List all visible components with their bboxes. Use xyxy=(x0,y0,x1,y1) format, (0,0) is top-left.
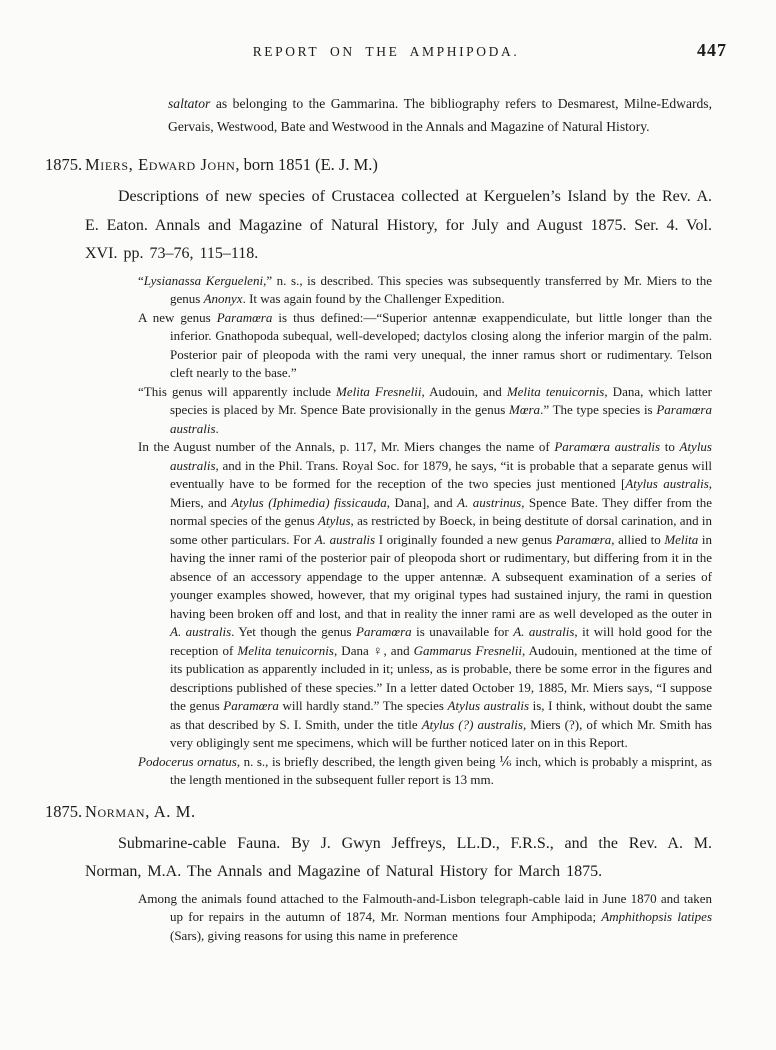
smallcaps-run: Norman, A. M. xyxy=(85,801,196,821)
italic-run: Anonyx xyxy=(203,291,243,306)
text-run: Descriptions of new species of Crustacea collected at Kerguelen’s Island by the Rev. A. E. Eaton. Annals and Magazine of Natural History, for July and August 1875. Ser. 4. Vol. XVI. pp. 73–76, 115–118. xyxy=(85,188,712,262)
annotation-paragraph xyxy=(138,383,712,439)
italic-run: Melita tenuicornis xyxy=(506,383,605,399)
text-run: , allied to xyxy=(611,531,665,547)
italic-run: A. australis xyxy=(170,624,232,639)
annotation-block xyxy=(138,272,712,790)
annotation-paragraph xyxy=(138,753,712,790)
annotation-block xyxy=(138,890,712,946)
italic-run: Gammarus Fresnelii xyxy=(413,642,523,658)
italic-run: Paramœra xyxy=(555,531,612,547)
italic-run: Lysianassa Kergueleni xyxy=(143,272,264,288)
smallcaps-run: Miers, Edward John xyxy=(85,155,236,174)
italic-run: Melita Fresnelii xyxy=(336,383,422,399)
italic-run: Atylus (Iphimedia) fissicauda xyxy=(231,494,387,510)
report-title: REPORT ON THE AMPHIPODA. xyxy=(252,44,520,59)
italic-run: saltator xyxy=(168,96,211,111)
italic-run: Paramœra australis xyxy=(170,402,712,436)
italic-run: Podocerus ornatus xyxy=(138,753,237,769)
italic-run: Paramœra xyxy=(356,624,412,639)
italic-run: Atylus australis xyxy=(170,439,712,473)
text-run: A new genus xyxy=(138,309,217,325)
text-run: . It was again found by the Challenger Expedition. xyxy=(242,291,505,306)
text-run: , Spence Bate. They differ from the normal species of the genus xyxy=(170,494,713,528)
entry-norman xyxy=(0,800,776,946)
entry-name xyxy=(85,802,196,821)
entry-year: 1875. xyxy=(45,155,83,174)
text-run: “This genus will apparently include xyxy=(138,383,336,399)
text-run: is, I think, without doubt the same as that described by S. I. Smith, under the title xyxy=(170,698,712,732)
text-run: .” The type species is xyxy=(540,402,657,417)
annotation-paragraph xyxy=(138,890,712,946)
italic-run: Atylus xyxy=(447,698,481,713)
text-run: ,” n. s., is described. This species was subsequently transferred by Mr. Miers to the genus xyxy=(170,272,712,306)
entry-heading xyxy=(45,800,712,824)
text-run: , n. s., is briefly described, the length given being ⅙ inch, which is probably a misprint, as the length mentioned in the subsequent fuller report is 13 mm. xyxy=(170,753,712,787)
italic-run: Atylus xyxy=(318,513,351,528)
text-run: , as restricted by Boeck, in being destitute of dorsal carination, and in some other particulars. For xyxy=(170,513,713,547)
italic-run: Amphithopsis latipes xyxy=(601,909,712,924)
italic-run: australis xyxy=(614,439,661,454)
italic-run: australis xyxy=(483,698,530,713)
running-header xyxy=(85,40,727,66)
text-run: will hardly stand.” The species xyxy=(278,698,448,713)
text-run: , Dana ♀, and xyxy=(333,642,414,658)
text-run: in having the inner rami of the posterior pair of pleopoda short or rudimentary, but differing from it in the absence of an accessory appendage to the upper antennæ. A subsequent examination of a series of younger examples showed, however, that my original types had sustained injury, the rami in question having been broken off and lost, and that in reality the inner rami are as well developed as the outer in xyxy=(170,531,712,621)
entry-year: 1875. xyxy=(45,801,83,821)
entry-miers xyxy=(0,153,776,790)
text-run: I originally founded a new genus xyxy=(375,531,556,547)
entry-name xyxy=(85,155,378,174)
text-run: Submarine-cable Fauna. By J. Gwyn Jeffreys, LL.D., F.R.S., and the Rev. A. M. Norman, M.A. The Annals and Magazine of Natural History for March 1875. xyxy=(85,834,712,880)
text-run: . xyxy=(215,420,219,436)
italic-run: Paramœra xyxy=(216,309,273,325)
text-run: Among the animals found attached to the Falmouth-and-Lisbon telegraph-cable laid in June 1870 and taken up for repairs in the autumn of 1874, Mr. Norman mentions four Amphipoda; xyxy=(138,890,712,924)
citation xyxy=(85,830,712,887)
italic-run: Paramœra xyxy=(223,698,279,713)
text-run: , it will hold good for the reception of xyxy=(170,624,712,658)
text-run: In the August number of the Annals, p. 117, Mr. Miers changes the name of xyxy=(138,439,555,454)
italic-run: Atylus australis xyxy=(625,476,709,491)
text-run: , Audouin, mentioned at the time of its publication as apparently included in it; unless, as is probable, there be some error in the figures and descriptions published of these species.” In a letter dated October 19, 1885, Mr. Miers says, “I suppose the genus xyxy=(170,642,712,713)
annotation-paragraph xyxy=(138,272,712,309)
annotation-paragraph xyxy=(138,309,712,383)
italic-run: Atylus (?) australis xyxy=(421,716,523,732)
text-run: is unavailable for xyxy=(411,624,514,639)
text-run: , Miers (?), of which Mr. Smith has very obligingly sent me specimens, which will be further noticed later on in this Report. xyxy=(170,716,712,750)
text-run: , Audouin, and xyxy=(421,383,507,399)
text-run: is thus defined:—“Superior antennæ exappendiculate, but little longer than the inferior. Gnathopoda subequal, well-developed; dactylos closing along the inferior margin of the palm. Posterior pair of pleopoda with the rami very unequal, the inner ramus short or rudimentary. Telson cleft nearly to the base.” xyxy=(170,309,712,380)
text-run: as belonging to the Gammarina. The bibliography refers to Desmarest, Milne-Edwards, Gervais, Westwood, Bate and Westwood in the Annals and Magazine of Natural History. xyxy=(168,96,712,134)
text-run: (Sars), giving reasons for using this name in preference xyxy=(170,927,458,943)
italic-run: Melita tenuicornis xyxy=(237,642,334,658)
italic-run: Paramœra xyxy=(554,439,610,454)
text-run: , and in the Phil. Trans. Royal Soc. for 1879, he says, “it is probable that a separate genus will eventually have to be formed for the reception of the two species just mentioned [ xyxy=(170,457,712,491)
italic-run: A. australis xyxy=(314,531,376,547)
italic-run: A. australis xyxy=(513,624,575,639)
annotation-paragraph xyxy=(138,438,712,753)
text-run: . Yet though the genus xyxy=(231,624,357,639)
entry-heading xyxy=(45,153,712,177)
text-run: , born 1851 (E. J. M.) xyxy=(235,155,378,174)
text-run: , Miers, and xyxy=(170,476,712,510)
italic-run: A. austrinus xyxy=(457,494,522,510)
page-number: 447 xyxy=(697,40,727,60)
intro-continuation-paragraph xyxy=(168,93,712,138)
citation xyxy=(85,183,712,269)
text-run: to xyxy=(660,439,680,454)
text-run: “ xyxy=(138,272,144,288)
text-run: , Dana], and xyxy=(386,494,458,510)
text-run: , Dana, which latter species is placed by Mr. Spence Bate provisionally in the genus xyxy=(170,383,713,417)
italic-run: Melita xyxy=(664,531,699,547)
italic-run: Mœra xyxy=(509,402,541,417)
